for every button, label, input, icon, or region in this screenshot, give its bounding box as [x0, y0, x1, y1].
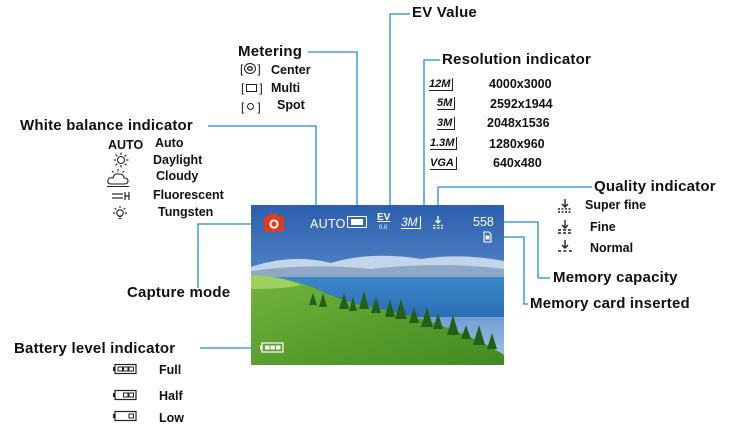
metering-option-label: Spot [277, 98, 305, 112]
resolution-indicator: 3M [401, 216, 421, 229]
metering-callout: Metering [238, 43, 303, 60]
landscape-photo [251, 205, 504, 365]
bulb-icon [111, 205, 129, 223]
resolution-value: 1280x960 [489, 137, 545, 151]
resolution-value: 4000x3000 [489, 77, 552, 91]
battery-level-label: Low [159, 411, 184, 425]
resolution-value: 2592x1944 [490, 97, 553, 111]
spot-metering-icon: [ ] [241, 100, 261, 114]
resolution-value: 2048x1536 [487, 116, 550, 130]
super-fine-icon [557, 198, 573, 214]
camera-lcd-screen [251, 205, 504, 365]
battery-half-icon [112, 389, 138, 401]
quality-option-label: Super fine [585, 198, 647, 212]
resolution-code-icon: 1.3M [430, 137, 457, 150]
quality-indicator-icon [432, 215, 444, 229]
resolution-code-icon: VGA [430, 157, 457, 170]
metering-option-label: Center [271, 63, 311, 77]
memory-capacity-line [504, 222, 550, 278]
fluorescent-icon [111, 190, 131, 202]
battery-indicator-icon [259, 342, 285, 353]
metering-option-label: Multi [271, 81, 301, 95]
capture-mode-callout: Capture mode [127, 284, 231, 301]
ev-value-indicator: 0.0 [379, 225, 388, 231]
metering-indicator [347, 216, 367, 228]
quality-option-label: Fine [590, 220, 616, 234]
battery-callout: Battery level indicator [14, 340, 176, 357]
wb-option-label: Cloudy [156, 169, 199, 183]
normal-icon [557, 239, 573, 255]
memory-capacity-indicator: 558 [473, 215, 494, 229]
wb-option-label: Auto [155, 136, 184, 150]
auto-wb-code: AUTO [108, 138, 144, 152]
white-balance-line [208, 126, 316, 207]
battery-low-icon [112, 410, 138, 422]
camera-icon [263, 213, 285, 233]
battery-level-label: Half [159, 389, 183, 403]
ev-value-callout: EV Value [412, 4, 477, 21]
sun-icon [113, 152, 129, 168]
memory-card-icon [483, 231, 492, 243]
ev-indicator: EV [377, 212, 391, 223]
resolution-callout: Resolution indicator [442, 51, 592, 68]
memory-card-callout: Memory card inserted [530, 295, 690, 312]
resolution-code-icon: 3M [437, 117, 455, 130]
resolution-code-icon: 5M [437, 97, 455, 110]
white-balance-callout: White balance indicator [20, 117, 193, 134]
battery-full-icon [112, 363, 138, 375]
wb-option-label: Daylight [153, 153, 203, 167]
quality-option-label: Normal [590, 241, 634, 255]
wb-option-label: Fluorescent [153, 188, 224, 202]
wb-option-label: Tungsten [158, 205, 214, 219]
center-metering-icon: [ ] [240, 62, 261, 76]
ev-value-line [390, 14, 410, 207]
battery-level-label: Full [159, 363, 182, 377]
white-balance-indicator: AUTO [310, 217, 346, 231]
quality-callout: Quality indicator [594, 178, 716, 195]
multi-metering-icon: [ ] [241, 81, 263, 95]
resolution-code-icon: 12M [429, 78, 453, 91]
memory-capacity-callout: Memory capacity [553, 269, 678, 286]
cloud-icon [106, 168, 130, 188]
resolution-value: 640x480 [493, 156, 542, 170]
fine-icon [557, 219, 573, 235]
